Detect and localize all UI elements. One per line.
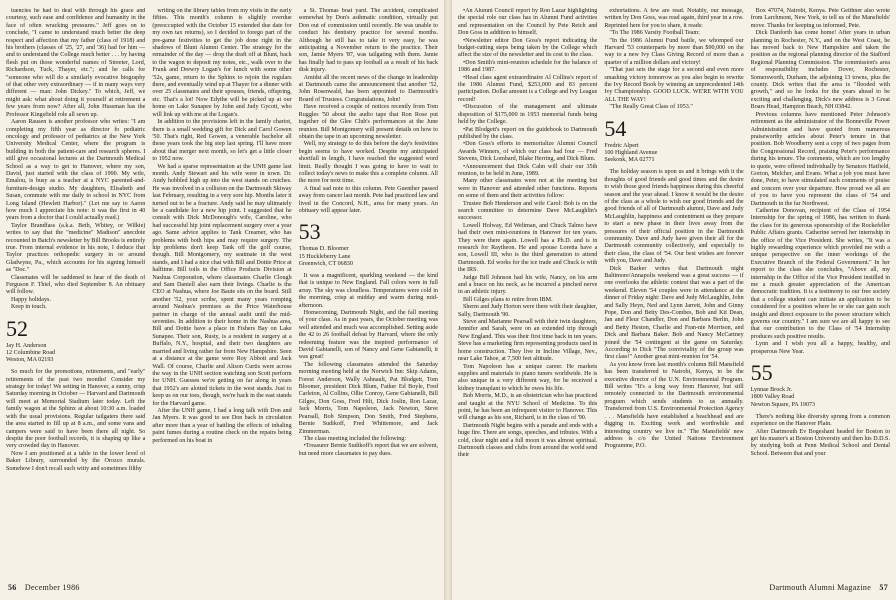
class-number-heading: 53 — [298, 219, 321, 245]
left-column-1 — [6, 8, 145, 572]
column-paragraph: •Announcement that Dick Cahn will chair our 35th reunion, to be held in June, 1989. — [458, 163, 598, 177]
column-paragraph: Lowell Holway, Ed Weltman, and Chuck Talmo have had their own mini-reunions in Hanover for ten years. They were there again. Lowell has a Ph.D. and is in research for Raytheon. He and spouse Loretta have a son, Lowell III, who is the third generation to attend Dartmouth. Ed works for the ice trade and Chuck is with the IRS. — [458, 222, 598, 274]
column-paragraph: Amidst all the recent news of the change in leadership at Dartmouth came the announcement that another '52, John Rosenwald, has been appointed to Dartmouth's Board of Trustees. Congratulations, John! — [298, 74, 438, 103]
right-column-2 — [604, 8, 743, 572]
left-footer — [8, 583, 80, 592]
column-paragraph: Have received a couple of notices recently from Tom Ruggles '50 about the audio tape that Ron Rose put together of the Glee Club's performances at the June reunion. Bill Montgomery will present details on how to obtain the tape in an upcoming newsletter. — [298, 104, 438, 140]
column-paragraph: Keep in touch. — [11, 304, 47, 311]
column-paragraph: •Treasurer Bernie Sudikoff's report that we are solvent, but need more classmates to pay dues. — [298, 443, 438, 457]
column-paragraph: Bill Gilges plans to retire from IBM. — [463, 296, 553, 303]
column-paragraph: Now I am positioned at a table in the lower level of Baker Library, surrounded by the Orozco murals. Somehow I don't recall such witty and sometimes filthy — [6, 450, 146, 472]
column-paragraph: The class meeting included the following: — [303, 435, 407, 442]
column-paragraph: A final sad note to this column. Pete Guenther passed away from cancer last month. Pete had practiced law and lived in the Concord, N.H., area for many years. An obituary will appear later. — [298, 185, 438, 214]
class-secretary-address: Fredric Alpert 100 Highland Avenue Seekonk, MA 02771 — [604, 142, 658, 164]
column-paragraph: Sherm and Judy Horton were there with their daughter, Sally, Dartmouth '90. — [458, 304, 598, 318]
column-paragraph: Dick Danforth has come home! After years in urban planning in Rochester, N.Y., and on the West Coast, he has moved back to New Hampshire and taken the position as the regional planning director of the Stafford Regional Planning Commission. The commission's area of responsibility includes Dover, Rochester, Somersworth, Durham, the adjoining 13 towns, plus the county. Dick writes that the area is "flooded with growth," and so he looks for the years ahead to be exciting and challenging. Dick's new address is 3 Great Boars Head, Hampton Beach, NH 03842. — [750, 30, 890, 111]
column-paragraph: So much for the promotions, retirements, and "early" retirements of the past two months! Consider my strategy for today! We setting in Hanover, a sunny, crisp Saturday morning in October — Harvard and Dartmouth will meet at Memorial Stadium later today. Left the family wagon at the Sphinx at about 10:30 a.m. loaded with the usual provisions. Regular tailgaters there said the area started to fill up at 8 a.m., and some vans and campers were said to have been there all night. So despite the poor football records, it is shaping up like a very crowded day in Hanover. — [6, 369, 146, 450]
column-paragraph: After the UNH game, I had a long talk with Don and Jan Myers. It was good to see Don back in circulation after more than a year of battling the effects of inhaling paint fumes during a routine check on the repairs being performed on his boat in — [152, 407, 292, 444]
class-secretary-address: Thomas D. Bloomer 15 Huckleberry Lane Greenwich, CT 06830 — [298, 246, 353, 267]
column-paragraph: Bob Morris, M.D., is an obstetrician who has practiced and taught at the NYU School of Medicine. To this point, he has been an infrequent visitor to Hanover. This will change as his son, Richard, is in the class of '90. — [458, 393, 598, 422]
column-paragraph: Steve and Marianne Pearsall with their twin daughters, Jennifer and Sarah, were on an extended trip through New England. This was their first time back in ten years. Steve has a marketing firm representing products used in home construction. They live in Incline Village, Nev., near Lake Tahoe, at 7,500 feet altitude. — [458, 319, 598, 363]
column-paragraph: Trustee Bob Henderson and wife Carol: Bob is on the search committee to determine Dave McLaughlin's successor. — [458, 200, 598, 222]
right-footer — [769, 583, 888, 592]
column-paragraph: Many other classmates were not at the meeting but were in Hanover and attended other functions. Reports on some of them and their activities follow: — [458, 178, 598, 200]
column-paragraph: After Dartmouth Ev Bogeshani headed for Boston to get his master's at Boston University and then his D.D.S. by studying both at Penn Medical School and Dental School. Between that and your — [750, 428, 890, 457]
issue-date: December 1986 — [24, 583, 80, 592]
column-paragraph: exhortations. A few are read. Notably, our message, written by Don Goss, was read again, third year in a row. Reprinted here for you to share, it reads: — [604, 8, 744, 29]
column-paragraph: As you know from last month's column Bill Mansfield has been transferred to Nairobi, Kenya, to be the executive director of the U.N. Environmental Program. Bill writes "It's a long way from Hanover, but still remotely connected to the Dartmouth environmental program which sends students to us annually. Transferred from U.S. Environmental Protection Agency . . . Mansfields have established a beachhead and are digging in. Exciting work and worthwhile and interesting country we live in." The Mansfields' new address is c/o the United Nations Environment Programme, P.O. — [604, 361, 744, 450]
class-secretary-address: Lynnae Brock Jr. 1800 Valley Road Newton Square, PA 19073 — [750, 387, 816, 408]
right-column-1 — [458, 8, 597, 572]
right-column-3 — [751, 8, 890, 572]
page-number: 56 — [8, 583, 17, 592]
column-paragraph: Dick Barker writes that Dartmouth night Baltimore/Annapolis weekend was a great success — if one overlooks the athletic contest that was a part of the weekend. Eleven '54 couples were in attendance at the dinner of Friday night: Dave and Judy McLaughlin, John and Sally Heyn, Ned and Lynn Jarrett, John and Ginny Pope, Don and Betty Des-Combes, Bob and Kit Dean, Jan and Fleur Chandler, Don and Barbara Berlin, John and Betty Heston, Charlie and Fran-nie Morrison, and Dick and Barbara Baker. Bob and Nancy McCartney joined the '54 contingent at the game on Saturday. According to Dick "The conviviality of the group was first class!" Another great mini-reunion for '54. — [604, 265, 744, 361]
column-paragraph: •Don Goss's efforts to memorialize Alumni Council Awards Winners, of which our class had four — Fred Stevens, Dick Lombard, Blake Herring, and Dick Blum. — [458, 141, 598, 163]
left-column-3 — [299, 8, 438, 572]
class-secretary-address: Jay H. Anderson 12 Columbine Road Weston, MA 02193 — [6, 342, 56, 364]
column-paragraph: Homecoming, Dartmouth Night, and the fall meeting of your class. As in past years, the October meeting was well attended and much was accomplished. Setting aside the 42 to 26 football defeat by Harvard, where the only redeeming feature was the inspired performance of David Gabianelli, son of Nancy and Gene Gabianelli, it was great! — [298, 310, 438, 361]
column-paragraph: "That just sets the stage for a second and even more smashing victory tomorrow as you also begin to rewrite the Ivy Record Book by winning an unprecedented 14th Ivy Championship. GOOD LUCK. WE'RE WITH YOU ALL THE WAY! — [604, 67, 744, 103]
column-paragraph: "To The 1986 Varsity Football Team: — [609, 30, 700, 37]
column-paragraph: •An Alumni Council report by Ron Lazar highlighting the special role our class has in Alumni Fund activities and representation on the Council by Pete Reich and Don Goss in addition to himself. — [458, 8, 598, 37]
column-paragraph: We had a sparse representation at the UNH game last month. Andy Stewart and his wife were in town. Dr. Andy hobbled high up into the west stands on crutches. He was involved in a collision on the Dartmouth Skiway last February, resulting in a very sore hip. Months later it turned out to be a fracture. Andy said he may ultimately be a candidate for a new hip joint. I suggested that he consult with Dick McDonough's wife, Caroline, who had successful hip joint replacement surgery over a year ago. Same advice applies to Tank Creamer, who has problems with both hips and may require surgery. The hip problems don't keep Tank off the golf course, though. Bill Montgomery, my seatmate in the west stands, and I had a nice chat with Bill and Dottie Price at halftime. Bill toils in the Office Products Division at Nashua Corporation, where classmates Charlie Clough and Sam Daniell also earn their livings. Charlie is the CEO at Nashua, where Joe Baute sits on the board. Still another '52, your scribe, spent many years romping around Nashua's premises as the Price Waterhouse partner in charge of the annual audit until the mid-seventies. In addition to their home in the Nashua area, Bill and Dottie have a place in Fishers Bay on Lake Sunapee. Their son, Rusty, is a resident in surgery at a Buffalo, N.Y., hospital, and their two daughters are married and living rather far from New Hampshire. Seen at a distance at the game were Roy Abbott and Jack Wall. Of course, Charlie and Alison Curtis were across the way in the UNH section watching son Scott perform for UNH. Guesses we're getting on far along in years that 1952's are alotted tickets in the west stands. Just to keep us on our toes, though, we're back in the east stands for the Harvard game. — [152, 163, 292, 407]
left-page — [0, 0, 444, 600]
column-paragraph: There's nothing like diversity sprung from a common experience on the Hanover Plain. — [750, 413, 890, 428]
class-number-heading: 52 — [6, 315, 28, 341]
column-paragraph: Well, my strategy to do this before the day's festivities begin seems to have worked. Despite my anticipated shortfall in length, I have reached the suggested word limit. Really thought I was going to have to wait to collect today's news to make this a complete column. All the more for next time. — [298, 141, 438, 185]
column-paragraph: Aaron Rausen is another professor who writes: "I am completing my fifth year as director fo pediatric oncology and professor of pediatrics at the New York University Medical Center, where the program is building in both the patient-care and research spheres. I still give occasional lectures at the Dartmouth Medical School as a way to get to Hanover, where my son, David, just started with the class of 1990. My wife, Emalou, is busy as a teacher at a NYC parented-and-furniture-design studio. My daughters, Elisabeth and Susan, commute with me daily to school in NYC from Long Island (Hewlett Harbor)." (Let me say to Aaron how much I appreciate his note: it was the first in 40 years from a doctor that I could actually read.) — [6, 119, 146, 222]
right-page — [452, 0, 896, 600]
column-paragraph: tuencies he had to deal with through his grace and courtesy, such ease and confidence and humanity in the face of often wracking pressures." Jeff goes on to conclude, "I came to understand much better the deep respect and affection that my father (class of 1918) and his brothers (classes of '25, '27, and '36) had for him — and to understand the College much better . . . by having flesh put on those wonderful names of Streeter, Lord, Richardson, Tuck, Thayer, etc."; and he calls for "someone who will do a similarly evocative biography of that other very extraordinary — if in many ways very different — man: John Dickey." To which, Jeff, we might ask: what about doing it yourself at retirement a few years from now? After all, John Hussman has the Professor Kingsfield role all sewn up. — [6, 8, 146, 118]
column-paragraph: •Don Smith's mini-reunion schedule for the balance of 1986 and 1987. — [458, 59, 598, 74]
column-paragraph: a St. Thomas boat yard. The accident, complicated somewhat by Don's asthmatic condition, virtually put Don out of commission until recently. He was unable to conduct his dentistry practice for several months. Although he still has to take it very easy, he was anticipating a November return to the practice. Their son, Jamie Myers '87, was tailgating with them. Jamie has finally had to pass up football as a result of his back disk injury. — [298, 8, 438, 74]
column-paragraph: "In the 1986 Alumni Fund battle, we whomped our Harvard '53 counterparts by more than $90,000 on the way to a new Ivy Class Giving Record of more than a quarter of a million dollars and victory! — [604, 37, 744, 66]
left-column-2 — [152, 8, 291, 572]
column-paragraph: "The Really Great Class of 1953." — [609, 104, 693, 111]
column-paragraph: •Discussion of the management and ultimate disposition of $175,000 in 1953 memorial funds being held by the College. — [458, 104, 598, 126]
column-paragraph: •Newsletter editor Don Goss's report indicating the budget-cutting steps being taken by the College which affect the size of the newsletter and its cost to the class. — [458, 37, 598, 59]
column-paragraph: Tom Napoleon has a unique career. He markets supplies and materials to piano tuners worldwide. He is also unique in a very different way, for he received a kidney transplant to which he owes his life. — [458, 363, 598, 392]
column-paragraph: Box 47074, Nairobi, Kenya. Pete Geithner also wrote from Larchmont, New York, to tell us of the Mansfields' move. Thanks for keeping us informed, Pete. — [750, 8, 890, 29]
column-paragraph: Judge Bill Johnson had his wife, Nancy, on his arm and a brace on his neck, as he incurred a pinched nerve in an athletic injury. — [458, 274, 598, 296]
page-number: 57 — [879, 583, 888, 592]
column-paragraph: Catherine Donovan, recipient of the Class of 1954 Internship for the spring of 1986, has written to thank the class for its generous sponsorship of the Rockefeller Public Affairs grants. Catherine served her internship in the office of the Vice President. She writes, "It was a highly rewarding experience which provided me with a unique perspective on the inner workings of the Executive Branch of the Federal Government." In her report to the class she concludes, "Above all, my internship in the Office of the Vice President instilled in me a much greater appreciation of the American democratic tradition. It is a testimony to our free society that a college student can initiate an application to be considered for a position where he or she can gain such insight and direct exposure to the power structure which governs our country." I am sure we are all happy to see that our contribution to the Class of '54 Internship produces such positive results. — [750, 207, 890, 340]
magazine-name: Dartmouth Alumni Magazine — [769, 583, 872, 592]
page-gutter — [444, 0, 452, 600]
column-paragraph: •Head class agent extraordinaire Al Collins's report of the 1986 Alumni Fund, $253,000 and 83 percent participation. Dollar amount is a College and Ivy League record! — [458, 74, 598, 103]
column-paragraph: Classmates will be saddened to hear of the death of Ferguson F. Thiel, who died September 8. An obituary will follow. — [6, 274, 146, 296]
column-paragraph: In addition to the provisions left in the family chariot, there is a small wedding gift for Dick and Carol Gowen '50. That's right, Red Gowen, a venerable bachelor all these years took the big step last spring. I'll have more about that merger next month, so let's get a little closer to 1952 now. — [152, 119, 292, 163]
column-paragraph: Lynn and I wish you all a happy, healthy, and prosperous New Year. — [750, 341, 890, 355]
column-paragraph: Happy holidays. — [11, 296, 51, 303]
column-paragraph: Previous columns have mentioned Peter Johnson's retirement as the administrator of the Bonneville Power Administration and have quoted from numerous praiseworthy articles about Peter's tenure in that position. Bob Woodberry sent a copy of two pages from the Congressional Record, praising Peter's performance during his tenure. The comments, which are too lengthy to quote, were offered individually by Senators Hatfield, Gorton, Melcher, and Evans. What a job you must have done, Peter, to have stimulated such comments of praise and concern over your departure. How proud we all are of you to have you represent the class of '54 and Dartmouth in the far Northwest. — [750, 111, 890, 207]
class-number-heading: 54 — [604, 115, 627, 141]
column-paragraph: The holiday season is upon us and it brings with it the thoughts of good friends and good times and the desire to wish those good friends happiness during this cheerful season and the year ahead. I know it would be the desire of the class as a whole to wish our good friends and the good friends of all of Dartmouth alumni, Dave and Judy McLaughlin, happiness and contentment as they prepare to start a new phase in their lives away from the pressures of their official position in the Dartmouth community. Dave and Judy have given their all for the Dartmouth community collectively, and especially to their class, the class of '54. Our best wishes are forever with you, Dave and Judy. — [604, 169, 744, 265]
column-paragraph: It was a magnificent, sparkling weekend — the kind that is unique to New England. Fall colors were in full array. The sky was cloudless. Temperatures were cold in the morning, crisp at midday and warm during mid-afternoon. — [298, 272, 438, 309]
column-paragraph: The following classmates attended the Saturday morning meeting held at the Norwich Inn: Skip Adams, Forest Anderson, Wally Ashnault, Pat Blodgett, Tom Bloomer, president Dick Blum, Father Ed Boyle, Fred Carleton, Al Collins, Ollie Conroy, Gene Gabianelli, Bill Gilges, Don Goss, Fred Hilt, Dick Joslin, Ron Lazar, Jack Morris, Tom Napoleon, Jack Newton, Steve Pearsall, Bob Simpson, Don Smith, Fred Stephens, Bernie Sudikoff, Fred Whittemore, and Jack Zimmerman. — [298, 361, 438, 435]
column-paragraph: Dartmouth Night begins with a parade and ends with a huge fire. There are songs, speeches, and tributes. With a cold, clear night and a full moon it was almost spiritual. Dartmouth classes and clubs from around the world send their — [458, 422, 598, 459]
column-paragraph: writing on the library tables from my visits in the early fifties. This month's column is slightly overdue (preoccupied with the October 15 extended due date for my own tax returns), so I decided to forego part of the pre-game festivities to get the job done right in the shadows of Blunt Alumni Center. The strategy for the remainder of the day — drop the draft off at Blunt, back to the wagon to deposit my notes, etc., walk over to the Frank and Drewry Logan's for lunch with some other '52s, game, return to the Sphinx to rejoin the regulars there, and eventually wind up at Thayer for a dinner with over 25 classmates and their spouses, friends, offspring, etc. That's a lot! Now Edythe will be picked up at our home on Lake Sunapee by John and Judy Gycott, who will link up with me at the Logan's. — [152, 8, 292, 118]
class-number-heading: 55 — [750, 360, 773, 386]
column-paragraph: Taylor Brandfass (a.k.a. Beth, Whitey, or Wilkie) writes to say that the "medicine" Madison" anecdote recounted in Batch's newsletter by Bill Brooks is entirely true. From internal evidence in his note, I deduce that Taylor practices orthopedic surgery in or around Gladwyne, Pa., which accounts for his signing himself as "Doc." — [6, 222, 146, 274]
column-paragraph: •Pat Blodgett's report on the guidebook to Dartmouth published by the class. — [458, 126, 598, 140]
